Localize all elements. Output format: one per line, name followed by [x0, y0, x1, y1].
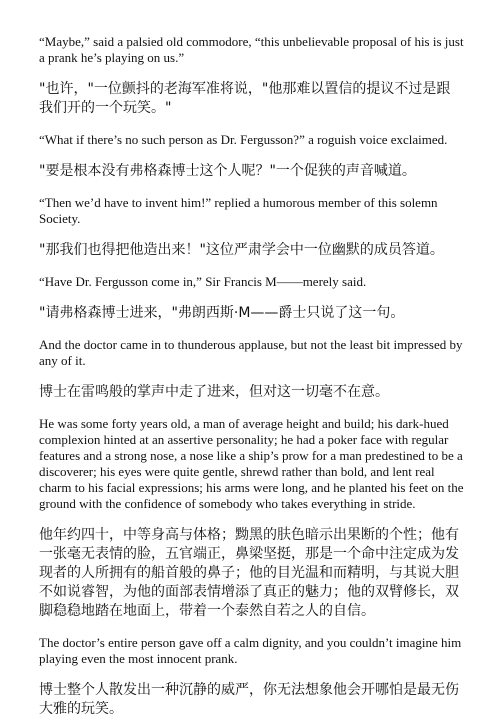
paragraph-zh-6: 他年约四十，中等身高与体格；黝黑的肤色暗示出果断的个性；他有一张毫无表情的脸，五官端正，鼻梁坚挺，那是一个命中注定成为发现者的人所拥有的船首般的鼻子；他的目光温和而精明，与其说大胆不如说睿智，为他的面部表情增添了真正的魅力；他的双臂修长，双脚稳稳地踏在地面上，带着一个泰然自若之人的自信。	[39, 527, 459, 619]
paragraph-zh-1: "也许，"一位颤抖的老海军准将说，"他那难以置信的提议不过是跟我们开的一个玩笑。"	[39, 81, 451, 116]
paragraph-zh-5: 博士在雷鸣般的掌声中走了进来，但对这一切毫不在意。	[39, 384, 389, 400]
paragraph-en-3: “Then we’d have to invent him!” replied a humorous member of this solemn Society.	[39, 195, 438, 226]
paragraph-en-2: “What if there’s no such person as Dr. Fergusson?” a roguish voice exclaimed.	[39, 132, 448, 147]
paragraph-en-7: The doctor’s entire person gave off a calm dignity, and you couldn’t imagine him playing even the most innocent prank.	[39, 635, 462, 666]
paragraph-zh-7: 博士整个人散发出一种沉静的威严，你无法想象他会开哪怕是最无伤大雅的玩笑。	[39, 682, 459, 717]
paragraph-en-6: He was some forty years old, a man of average height and build; his dark-hued complexion hinted at an assertive personality; he had a poker face with regular features and a strong nose, a nose like a ship’s prow for a man predestined to be a discoverer; his eyes were quite gentle, shrewd rather than bold, and lent real charm to his facial expressions; his arms were long, and he planted his feet on the ground with the confidence of somebody who takes everything in stride.	[39, 416, 464, 511]
paragraph-zh-4: "请弗格森博士进来，"弗朗西斯·M——爵士只说了这一句。	[39, 305, 405, 321]
paragraph-en-4: “Have Dr. Fergusson come in,” Sir Francis M——merely said.	[39, 274, 367, 289]
paragraph-zh-2: "要是根本没有弗格森博士这个人呢？"一个促狭的声音喊道。	[39, 163, 416, 179]
paragraph-zh-3: "那我们也得把他造出来！"这位严肃学会中一位幽默的成员答道。	[39, 242, 444, 258]
paragraph-en-1: “Maybe,” said a palsied old commodore, “this unbelievable proposal of his is just a prank he’s playing on us.”	[39, 34, 464, 65]
paragraph-en-5: And the doctor came in to thunderous applause, but not the least bit impressed by any of it.	[39, 337, 463, 368]
